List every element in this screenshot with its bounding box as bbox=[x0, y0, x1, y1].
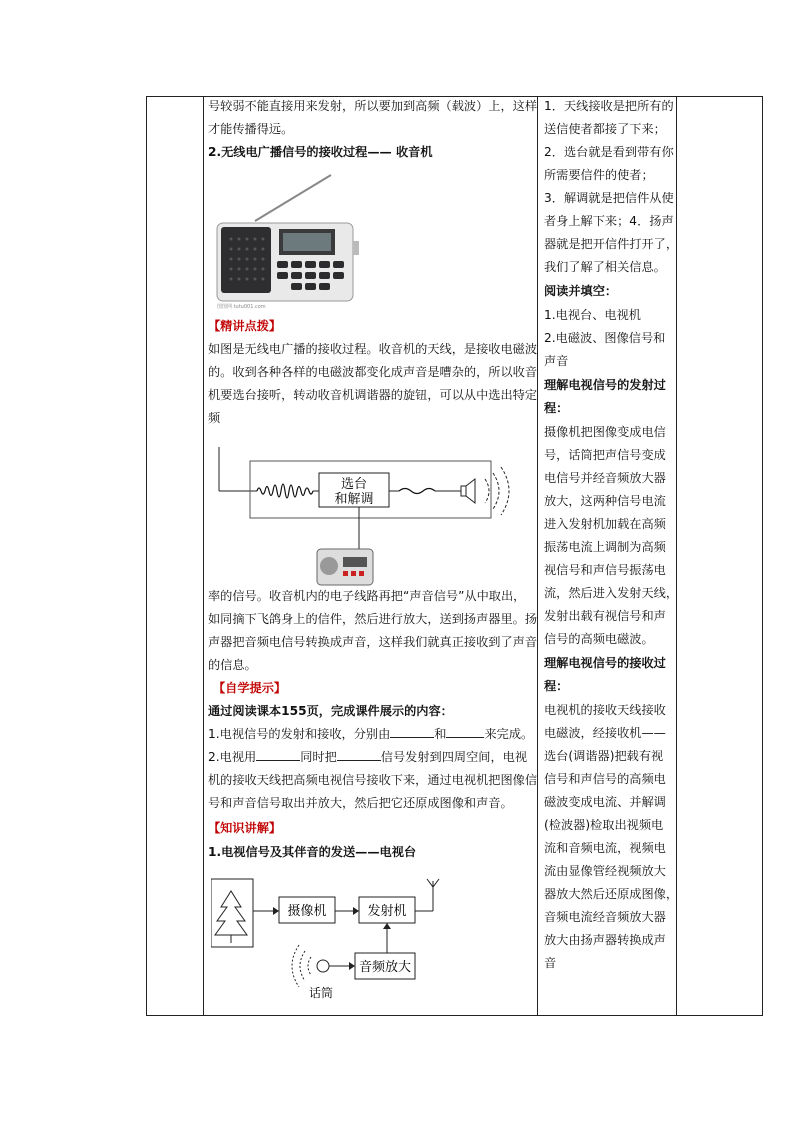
fill-blank[interactable] bbox=[256, 748, 300, 761]
note-text: 信号的高频电磁波。 bbox=[544, 632, 654, 646]
note-text: 振荡电流上调制为高频 bbox=[544, 540, 666, 554]
lesson-table bbox=[146, 96, 763, 1016]
fill-title: 阅读并填空： bbox=[544, 284, 618, 298]
intro-text: 才能传播得远。 bbox=[208, 122, 294, 136]
note-text: 选台(调谐器)把载有视 bbox=[544, 749, 664, 763]
note-text: 流和音频电流，视频电 bbox=[544, 841, 666, 855]
intro-text: 号较弱不能直接用来发射，所以要加到高频（载波）上，这样 bbox=[208, 99, 538, 113]
note-text: 视信号和声信号振荡电 bbox=[544, 563, 666, 577]
note-text: 发射出载有视信号和声 bbox=[544, 609, 666, 623]
note-text: 电视机的接收天线接收 bbox=[544, 703, 666, 717]
question-text: 来完成。 bbox=[484, 727, 534, 741]
body-text: 如同摘下飞鸽身上的信件，然后进行放大，送到扬声器里。扬 bbox=[208, 612, 538, 626]
note-text: 电磁波，经接收机—— bbox=[544, 726, 666, 740]
body-text: 频 bbox=[208, 411, 221, 425]
answer-text: 2.电磁波、图像信号和 bbox=[544, 331, 666, 345]
note-text: 送信使者都接了下来； bbox=[544, 122, 666, 136]
question-1 bbox=[208, 723, 533, 746]
zixue-tag: 【自学提示】 bbox=[213, 681, 287, 695]
body-text: 的。收到各种各样的电磁波都变化成声音是嘈杂的，所以收音 bbox=[208, 365, 538, 379]
question-text: 2.电视用 bbox=[208, 750, 257, 764]
note-text: 者身上解下来；4．扬声 bbox=[544, 214, 674, 228]
note-text: 所需要信件的使者； bbox=[544, 168, 654, 182]
body-text: 率的信号。收音机内的电子线路再把“声音信号”从中取出， bbox=[208, 589, 526, 603]
note-text: 磁波变成电流、并解调 bbox=[544, 795, 666, 809]
body-text: 机要选台接听，转动收音机调谐器的旋钮，可以从中选出特定 bbox=[208, 388, 538, 402]
note-text: (检波器)检取出视频电 bbox=[544, 818, 664, 832]
question-text: 信号发射到四周空间，电视 bbox=[380, 750, 528, 764]
question-text: 1.电视信号的发射和接收，分别由 bbox=[208, 727, 391, 741]
note-text: 流由显像管经视频放大 bbox=[544, 864, 666, 878]
camera-label: 摄像机 bbox=[287, 904, 327, 919]
note-text: 3．解调就是把信件从使 bbox=[544, 191, 674, 205]
section-title: 1.电视信号及其伴音的发送——电视台 bbox=[208, 845, 417, 859]
note-text: 摄像机把图像变成电信 bbox=[544, 425, 666, 439]
notes-column bbox=[538, 97, 679, 1015]
question-2 bbox=[208, 746, 527, 769]
note-text: 音 bbox=[544, 956, 557, 970]
note-text: 放大由扬声器转换成声 bbox=[544, 933, 666, 947]
body-text: 声器把音频电信号转换成声音，这样我们就真正接收到了声音 bbox=[208, 635, 538, 649]
main-column bbox=[203, 97, 537, 1015]
fill-blank[interactable] bbox=[446, 725, 484, 738]
rx-title: 程： bbox=[544, 679, 569, 693]
section-title: 2.无线电广播信号的接收过程—— 收音机 bbox=[208, 145, 433, 159]
question-text: 同时把 bbox=[300, 750, 337, 764]
mic-label: 话筒 bbox=[308, 986, 334, 1000]
note-text: 音频电流经音频放大器 bbox=[544, 910, 666, 924]
tv-transmission-diagram bbox=[211, 875, 451, 1005]
rx-title: 理解电视信号的接收过 bbox=[544, 656, 666, 670]
instruction-text: 通过阅读课本155页，完成课件展示的内容： bbox=[208, 704, 453, 718]
note-text: 器放大然后还原成图像， bbox=[544, 887, 679, 901]
reception-diagram bbox=[211, 433, 531, 593]
tx-title: 理解电视信号的发射过 bbox=[544, 378, 666, 392]
radio-image bbox=[213, 169, 363, 309]
note-text: 放大，这两种信号电流 bbox=[544, 494, 666, 508]
watermark: 图图网 tutu001.com bbox=[217, 304, 266, 309]
answer-text: 1.电视台、电视机 bbox=[544, 308, 641, 322]
body-text: 的信息。 bbox=[208, 658, 257, 672]
body-text: 机的接收天线把高频电视信号接收下来，通过电视机把图像信 bbox=[208, 773, 538, 787]
jingjiang-tag: 【精讲点拨】 bbox=[208, 319, 282, 333]
transmitter-label: 发射机 bbox=[367, 904, 407, 919]
question-text: 和 bbox=[434, 727, 447, 741]
note-text: 器就是把开信件打开了， bbox=[544, 237, 679, 251]
note-text: 电信号并经音频放大器 bbox=[544, 471, 666, 485]
note-text: 1．天线接收是把所有的 bbox=[544, 99, 674, 113]
answer-text: 声音 bbox=[544, 354, 569, 368]
tx-title: 程： bbox=[544, 401, 569, 415]
fill-blank[interactable] bbox=[337, 748, 381, 761]
note-text: 号，话筒把声信号变成 bbox=[544, 448, 666, 462]
note-text: 进入发射机加载在高频 bbox=[544, 517, 666, 531]
note-text: 2．选台就是看到带有你 bbox=[544, 145, 674, 159]
body-text: 号和声音信号取出并放大，然后把它还原成图像和声音。 bbox=[208, 796, 513, 810]
fill-blank[interactable] bbox=[390, 725, 434, 738]
zhishi-tag: 【知识讲解】 bbox=[208, 821, 282, 835]
body-text: 如图是无线电广播的接收过程。收音机的天线，是接收电磁波 bbox=[208, 342, 538, 356]
audio-amp-label: 音频放大 bbox=[358, 960, 412, 975]
note-text: 我们了解了相关信息。 bbox=[544, 260, 666, 274]
note-text: 信号和声信号的高频电 bbox=[544, 772, 666, 786]
note-text: 流，然后进入发射天线， bbox=[544, 586, 679, 600]
tuner-box-label: 选台 bbox=[340, 477, 368, 492]
tuner-box-label: 和解调 bbox=[334, 492, 374, 507]
